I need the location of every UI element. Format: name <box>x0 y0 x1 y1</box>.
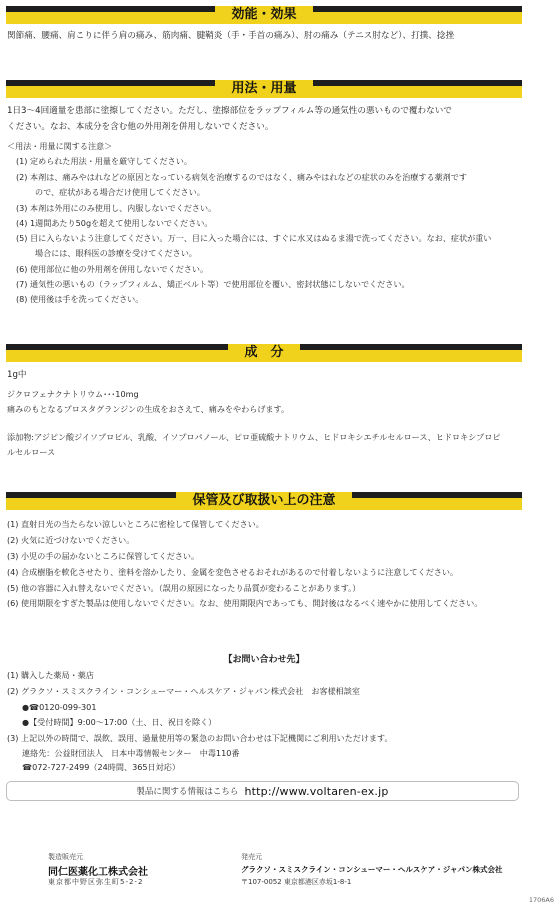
contact-title: 【お問い合わせ先】 <box>223 655 305 665</box>
distributor-company: グラクソ・スミスクライン・コンシューマー・ヘルスケア・ジャパン株式会社 <box>241 865 503 874</box>
usage-note: (5) 目に入らないよう注意してください。万一、目に入った場合には、すぐに水又はぬるま湯で洗ってください。なお、症状が重い <box>16 233 492 243</box>
usage-title: 用法・用量 <box>215 80 312 98</box>
usage-note: (1) 定められた用法・用量を厳守してください。 <box>16 156 192 166</box>
ingredients-title: 成 分 <box>228 344 299 362</box>
ingredients-banner <box>6 344 522 362</box>
usage-banner <box>6 80 522 98</box>
usage-note: (7) 通気性の悪いもの（ラップフィルム、矯正ベルト等）で使用部位を覆い、密封状態にしないでください。 <box>16 279 410 289</box>
storage-item: (2) 火気に近づけないでください。 <box>7 535 135 545</box>
efficacy-banner <box>6 6 522 24</box>
ingredients-active: ジクロフェナクナトリウム･･･10mg <box>7 389 139 399</box>
efficacy-text: 関節痛、腰痛、肩こりに伴う肩の痛み、筋肉痛、腱鞘炎（手・手首の痛み）、肘の痛み（テニス肘など）、打撲、捻挫 <box>7 31 455 41</box>
usage-note: (3) 本剤は外用にのみ使用し、内服しないでください。 <box>16 203 217 213</box>
ingredients-active-desc: 痛みのもとなるプロスタグランジンの生成をおさえて、痛みをやわらげます。 <box>7 404 290 414</box>
usage-notes-heading: ＜用法・用量に関する注意＞ <box>7 141 113 151</box>
document-code: 1706A6 <box>528 896 554 904</box>
contact-line: (1) 購入した薬局・薬店 <box>7 670 94 680</box>
manufacturer-company: 同仁医薬化工株式会社 <box>48 867 148 878</box>
storage-item: (6) 使用期限をすぎた製品は使用しないでください。なお、使用期限内であっても、開封後はなるべく速やかに使用してください。 <box>7 598 483 608</box>
contact-line: 連絡先：公益財団法人 日本中毒情報センター 中毒110番 <box>22 748 240 758</box>
emergency-phone: ☎072-727-2499（24時間、365日対応） <box>22 762 180 772</box>
usage-note: (2) 本剤は、痛みやはれなどの原因となっている病気を治療するのではなく、痛みやはれなどの症状のみを治療する薬剤です <box>16 172 467 182</box>
storage-item: (1) 直射日光の当たらない涼しいところに密栓して保管してください。 <box>7 519 264 529</box>
product-info-url[interactable]: http://www.voltaren-ex.jp <box>244 784 389 798</box>
usage-note: 場合には、眼科医の診療を受けてください。 <box>35 248 197 258</box>
storage-banner <box>6 492 522 510</box>
ingredients-per: 1g中 <box>7 370 27 380</box>
usage-line: 1日3～4回適量を患部に塗擦してください。ただし、塗擦部位をラップフィルム等の通気性の悪いもので覆わないで <box>7 106 452 116</box>
storage-title: 保管及び取扱い上の注意 <box>176 492 351 510</box>
ingredients-additives: 添加物:アジピン酸ジイソプロピル、乳酸、イソプロパノール、ピロ亜硫酸ナトリウム、ヒドロキシエチルセルロース、ヒドロキシプロピ <box>7 432 501 442</box>
manufacturer-role: 製造販売元 <box>48 853 83 861</box>
storage-item: (4) 合成樹脂を軟化させたり、塗料を溶かしたり、金属を変色させるおそれがあるので付着しないように注意してください。 <box>7 567 459 577</box>
usage-note: (8) 使用後は手を洗ってください。 <box>16 294 144 304</box>
product-info-box[interactable] <box>6 781 519 801</box>
contact-phone: ●☎0120-099-301 <box>22 702 97 712</box>
usage-note: (4) 1週間あたり50gを超えて使用しないでください。 <box>16 218 213 228</box>
storage-item: (5) 他の容器に入れ替えないでください。（誤用の原因になったり品質が変わることがあります。） <box>7 583 361 593</box>
contact-line: (3) 上記以外の時間で、誤飲、誤用、過量使用等の緊急のお問い合わせは下記機関にご利用いただけます。 <box>7 733 393 743</box>
distributor-address: 〒107-0052 東京都港区赤坂1-8-1 <box>241 878 352 886</box>
ingredients-additives: ルセルロース <box>7 447 56 457</box>
distributor-role: 発売元 <box>241 853 262 861</box>
usage-line: ください。なお、本成分を含む他の外用剤を併用しないでください。 <box>7 122 274 132</box>
manufacturer-address: 東京都中野区弥生町5-2-2 <box>48 878 144 886</box>
usage-note: ので、症状がある場合だけ使用してください。 <box>35 187 205 197</box>
product-info-label: 製品に関する情報はこちら <box>136 787 239 797</box>
contact-line: (2) グラクソ・スミスクライン・コンシューマー・ヘルスケア・ジャパン株式会社 お客様相談室 <box>7 686 360 696</box>
storage-item: (3) 小児の手の届かないところに保管してください。 <box>7 551 200 561</box>
efficacy-title: 効能・効果 <box>215 6 312 24</box>
usage-note: (6) 使用部位に他の外用剤を併用しないでください。 <box>16 264 209 274</box>
contact-hours: ●【受付時間】9:00～17:00（土、日、祝日を除く） <box>22 717 217 727</box>
